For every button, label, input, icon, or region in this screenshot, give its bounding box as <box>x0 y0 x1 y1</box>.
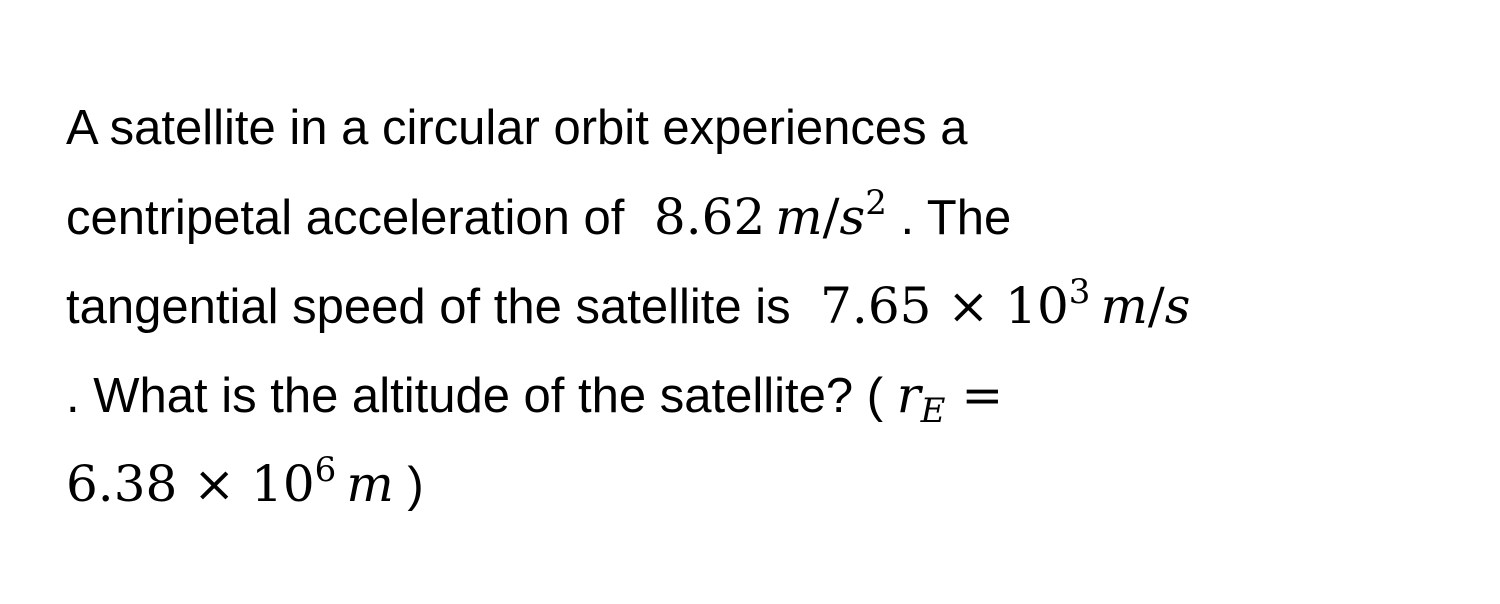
problem-text-2: centripetal acceleration of <box>66 191 625 245</box>
problem-line-3 <box>66 262 1486 351</box>
problem-line-2 <box>66 173 1486 262</box>
acceleration-value: 8.62 <box>653 188 766 246</box>
radius-subscript: E <box>920 391 946 431</box>
radius-mantissa: 6.38 <box>66 455 178 513</box>
speed-unit-m: m <box>1100 277 1148 335</box>
problem-text-1: A satellite in a circular orbit experiences a <box>66 101 968 155</box>
acceleration-exponent: 2 <box>865 183 887 223</box>
speed-expression <box>804 272 1191 335</box>
speed-base: 10 <box>1005 277 1069 335</box>
problem-text-5: . What is the altitude of the satellite? ( <box>66 369 884 423</box>
radius-symbol: r <box>896 366 921 424</box>
radius-symbol-expression <box>896 366 1004 431</box>
speed-times-sign: × <box>947 277 990 335</box>
problem-text-4: tangential speed of the satellite is <box>66 280 791 334</box>
speed-unit-slash: / <box>1147 277 1165 335</box>
speed-mantissa: 7.65 <box>820 277 932 335</box>
speed-exponent: 3 <box>1068 272 1091 312</box>
radius-times-sign: × <box>193 455 236 513</box>
acceleration-unit-m: m <box>775 188 823 246</box>
problem-line-1 <box>66 84 1486 173</box>
radius-unit: m <box>346 455 394 513</box>
problem-text-6: ) <box>407 458 424 512</box>
problem-text-3: . The <box>900 191 1012 245</box>
speed-unit-s: s <box>1164 277 1191 335</box>
acceleration-unit-slash: / <box>822 188 840 246</box>
radius-base: 10 <box>251 455 315 513</box>
acceleration-expression <box>638 183 887 246</box>
radius-value-expression <box>66 450 394 513</box>
radius-equals-sign: = <box>961 366 1004 424</box>
radius-exponent: 6 <box>314 450 337 490</box>
problem-line-5 <box>66 440 1486 529</box>
acceleration-unit-s: s <box>839 188 866 246</box>
problem-line-4 <box>66 351 1486 440</box>
problem-statement <box>66 84 1486 529</box>
